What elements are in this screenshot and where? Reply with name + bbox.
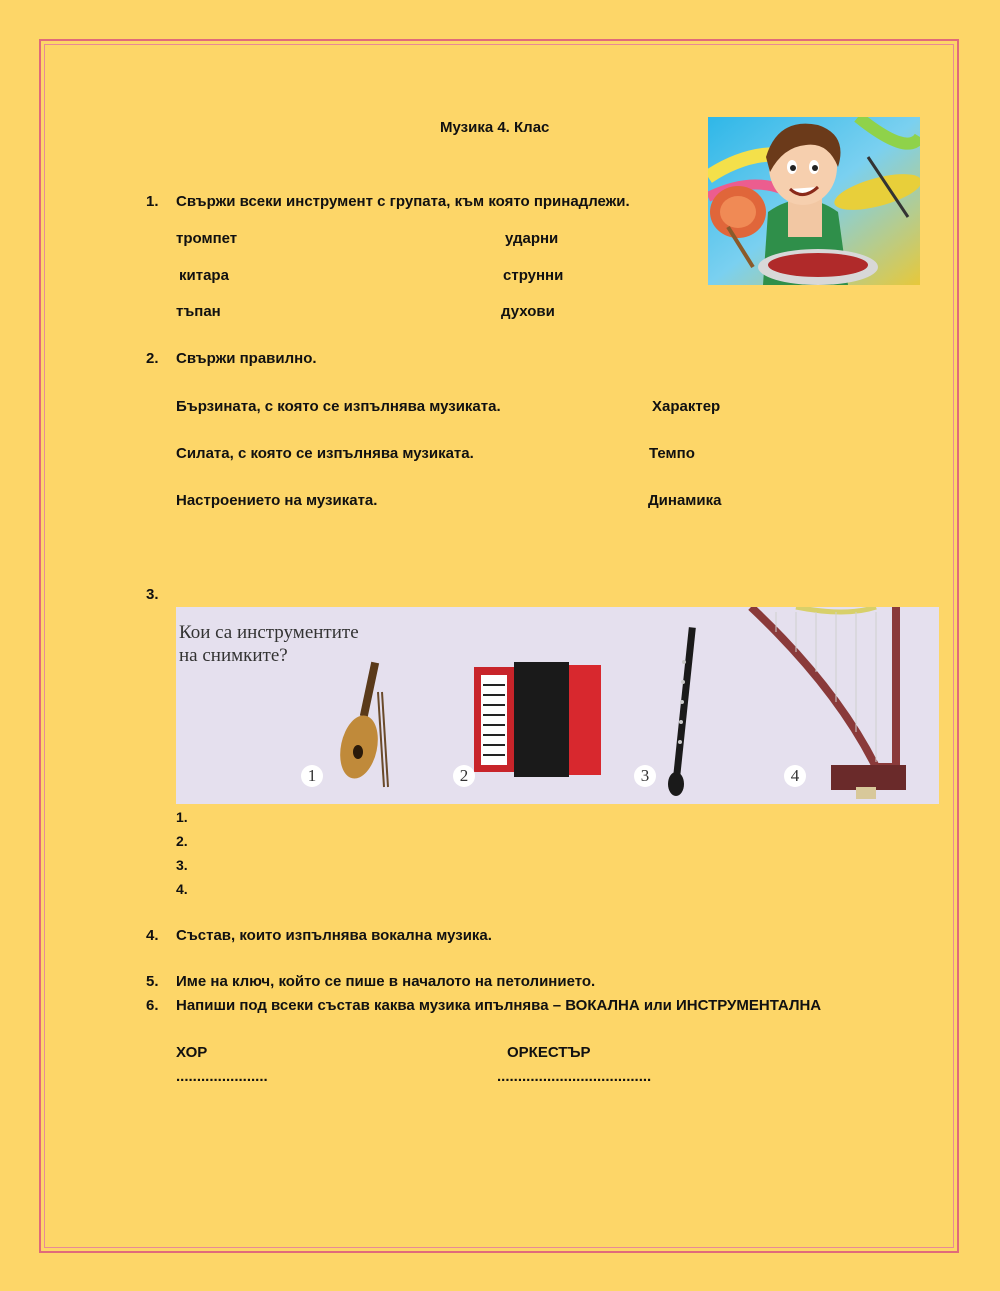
orchestra-label: ОРКЕСТЪР [507, 1044, 591, 1061]
drummer-illustration [708, 117, 920, 285]
q2-text: Свържи правилно. [176, 350, 317, 367]
picture-number-badge: 3 [634, 765, 656, 787]
q4-number: 4. [146, 927, 159, 944]
q3-answer-line: 4. [176, 881, 188, 897]
q1-right-item: ударни [505, 230, 559, 247]
q2-left-item: Бързината, с която се изпълнява музиката. [176, 398, 501, 415]
q1-left-item: тромпет [176, 230, 238, 247]
instruments-image [176, 607, 939, 804]
instruments-caption: Кои са инструментите на снимките? [179, 622, 359, 666]
clarinet-image [664, 622, 704, 797]
q1-number: 1. [146, 193, 159, 210]
q1-right-item: струнни [503, 267, 564, 284]
q1-left-item: китара [179, 267, 229, 284]
gadulka-image [326, 652, 396, 792]
q2-right-item: Характер [652, 398, 721, 415]
q4-text: Състав, които изпълнява вокална музика. [176, 927, 492, 944]
q1-text: Свържи всеки инструмент с групата, към която принадлежи. [176, 193, 630, 210]
page-title: Музика 4. Клас [440, 119, 550, 136]
q5-text: Име на ключ, който се пише в началото на петолинието. [176, 973, 596, 990]
q6-number: 6. [146, 997, 159, 1014]
harp-image [746, 607, 926, 804]
q1-right-item: духови [501, 303, 555, 320]
accordion-image [469, 657, 609, 787]
q2-right-item: Темпо [649, 445, 695, 462]
picture-number-badge: 1 [301, 765, 323, 787]
q3-answer-line: 2. [176, 833, 188, 849]
choir-answer-blank[interactable]: ...................... [176, 1068, 268, 1085]
choir-label: ХОР [176, 1044, 208, 1061]
picture-number-badge: 2 [453, 765, 475, 787]
picture-number-badge: 4 [784, 765, 806, 787]
q1-left-item: тъпан [176, 303, 221, 320]
q6-text: Напиши под всеки състав каква музика ипълнява – ВОКАЛНА или ИНСТРУМЕНТАЛНА [176, 997, 822, 1014]
q3-answer-line: 3. [176, 857, 188, 873]
q2-left-item: Силата, с която се изпълнява музиката. [176, 445, 474, 462]
q3-answer-line: 1. [176, 809, 188, 825]
q2-left-item: Настроението на музиката. [176, 492, 378, 509]
q2-number: 2. [146, 350, 159, 367]
orchestra-answer-blank[interactable]: ..................................... [497, 1068, 652, 1085]
q2-right-item: Динамика [648, 492, 722, 509]
q5-number: 5. [146, 973, 159, 990]
q3-number: 3. [146, 586, 159, 603]
